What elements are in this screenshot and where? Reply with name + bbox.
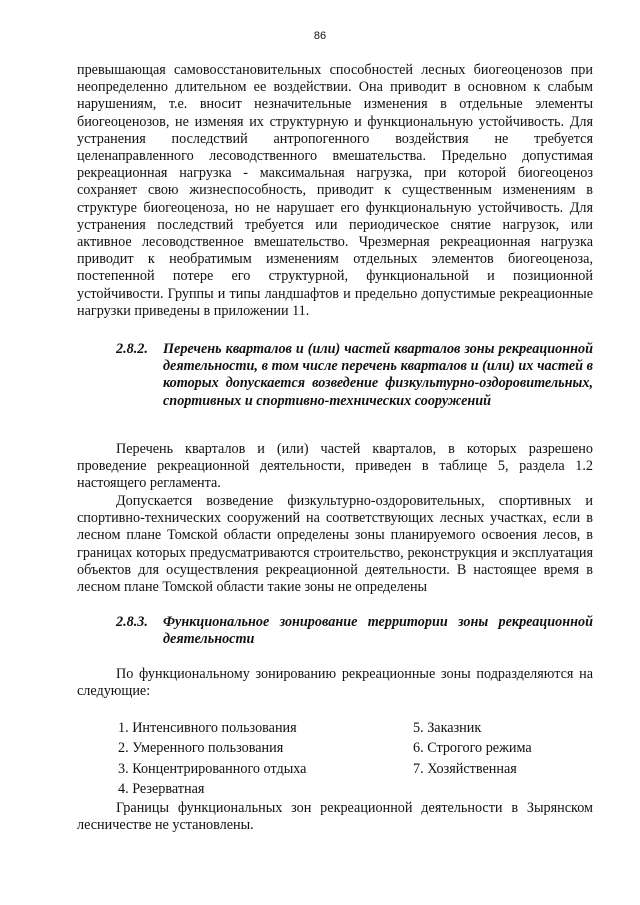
- section-title: Перечень кварталов и (или) частей кварталов зоны рекреационной деятельности, в том числе перечень кварталов и (или) их частей в которых допускается возведение физкультурно-оздоровительных, спортивных и спортивно-технических сооружений: [163, 341, 593, 409]
- list-item: 5. Заказник: [413, 720, 482, 736]
- page-number: 86: [313, 30, 327, 42]
- section-heading-2-8-2: [77, 341, 593, 410]
- list-item: 6. Строгого режима: [413, 740, 532, 757]
- section-number: 2.8.2.: [116, 341, 148, 357]
- paragraph-zone-boundaries: Границы функциональных зон рекреационной деятельности в Зырянском лесничестве не установлены.: [77, 800, 593, 834]
- paragraph-construction: Допускается возведение физкультурно-оздоровительных, спортивных и спортивно-технических сооружений на соответствующих лесных участках, если в лесном плане Томской области определены зоны планируемого освоения лесов, в границах которых предусматриваются строительство, реконструкция и эксплуатация объектов для осуществления рекреационной деятельности. В настоящее время в лесном плане Томской области такие зоны не определены: [77, 493, 593, 596]
- paragraph-quarters-list: Перечень кварталов и (или) частей кварталов, в которых разрешено проведение рекреационной деятельности, приведен в таблице 5, раздела 1.2 настоящего регламента.: [77, 441, 593, 492]
- list-item: 4. Резерватная: [118, 780, 205, 797]
- section-heading-2-8-3: [77, 614, 593, 648]
- list-item: 3. Концентрированного отдыха: [118, 760, 307, 777]
- section-title: Функциональное зонирование территории зоны рекреационной деятельности: [163, 614, 593, 648]
- section-number: 2.8.3.: [116, 614, 148, 630]
- zones-column-left: [118, 718, 408, 799]
- list-item: 1. Интенсивного пользования: [118, 720, 297, 736]
- paragraph-zoning-intro: По функциональному зонированию рекреационные зоны подразделяются на следующие:: [77, 666, 593, 700]
- list-item: 2. Умеренного пользования: [118, 740, 284, 757]
- zones-column-right: [413, 718, 613, 779]
- paragraph-recreational-load: превышающая самовосстановительных способностей лесных биогеоценозов при неопределенно длительном ее воздействии. Она приводит в основном к слабым нарушениям, т.е. вносит незначительные изменения в отдельные элементы биогеоценозов, не изменяя их структурную и функциональную устойчивость. Для устранения последствий антропогенного воздействия не требуется целенаправленного лесоводственного вмешательства. Предельно допустимая рекреационная нагрузка - максимальная нагрузка, при которой биогеоценоз сохраняет свою жизнеспособность, приводит к существенным изменениям в структуре биогеоценоза, но не нарушает его функциональную устойчивость. Для устранения последствий требуется или периодическое снятие нагрузок, или активное лесоводственное вмешательство. Чрезмерная рекреационная нагрузка приводит к необратимым изменениям отдельных элементов биогеоценоза, постепенной потере его структурной, функциональной и позиционной устойчивости. Группы и типы ландшафтов и предельно допустимые рекреационные нагрузки приведены в приложении 11.: [77, 62, 593, 319]
- list-item: 7. Хозяйственная: [413, 760, 517, 777]
